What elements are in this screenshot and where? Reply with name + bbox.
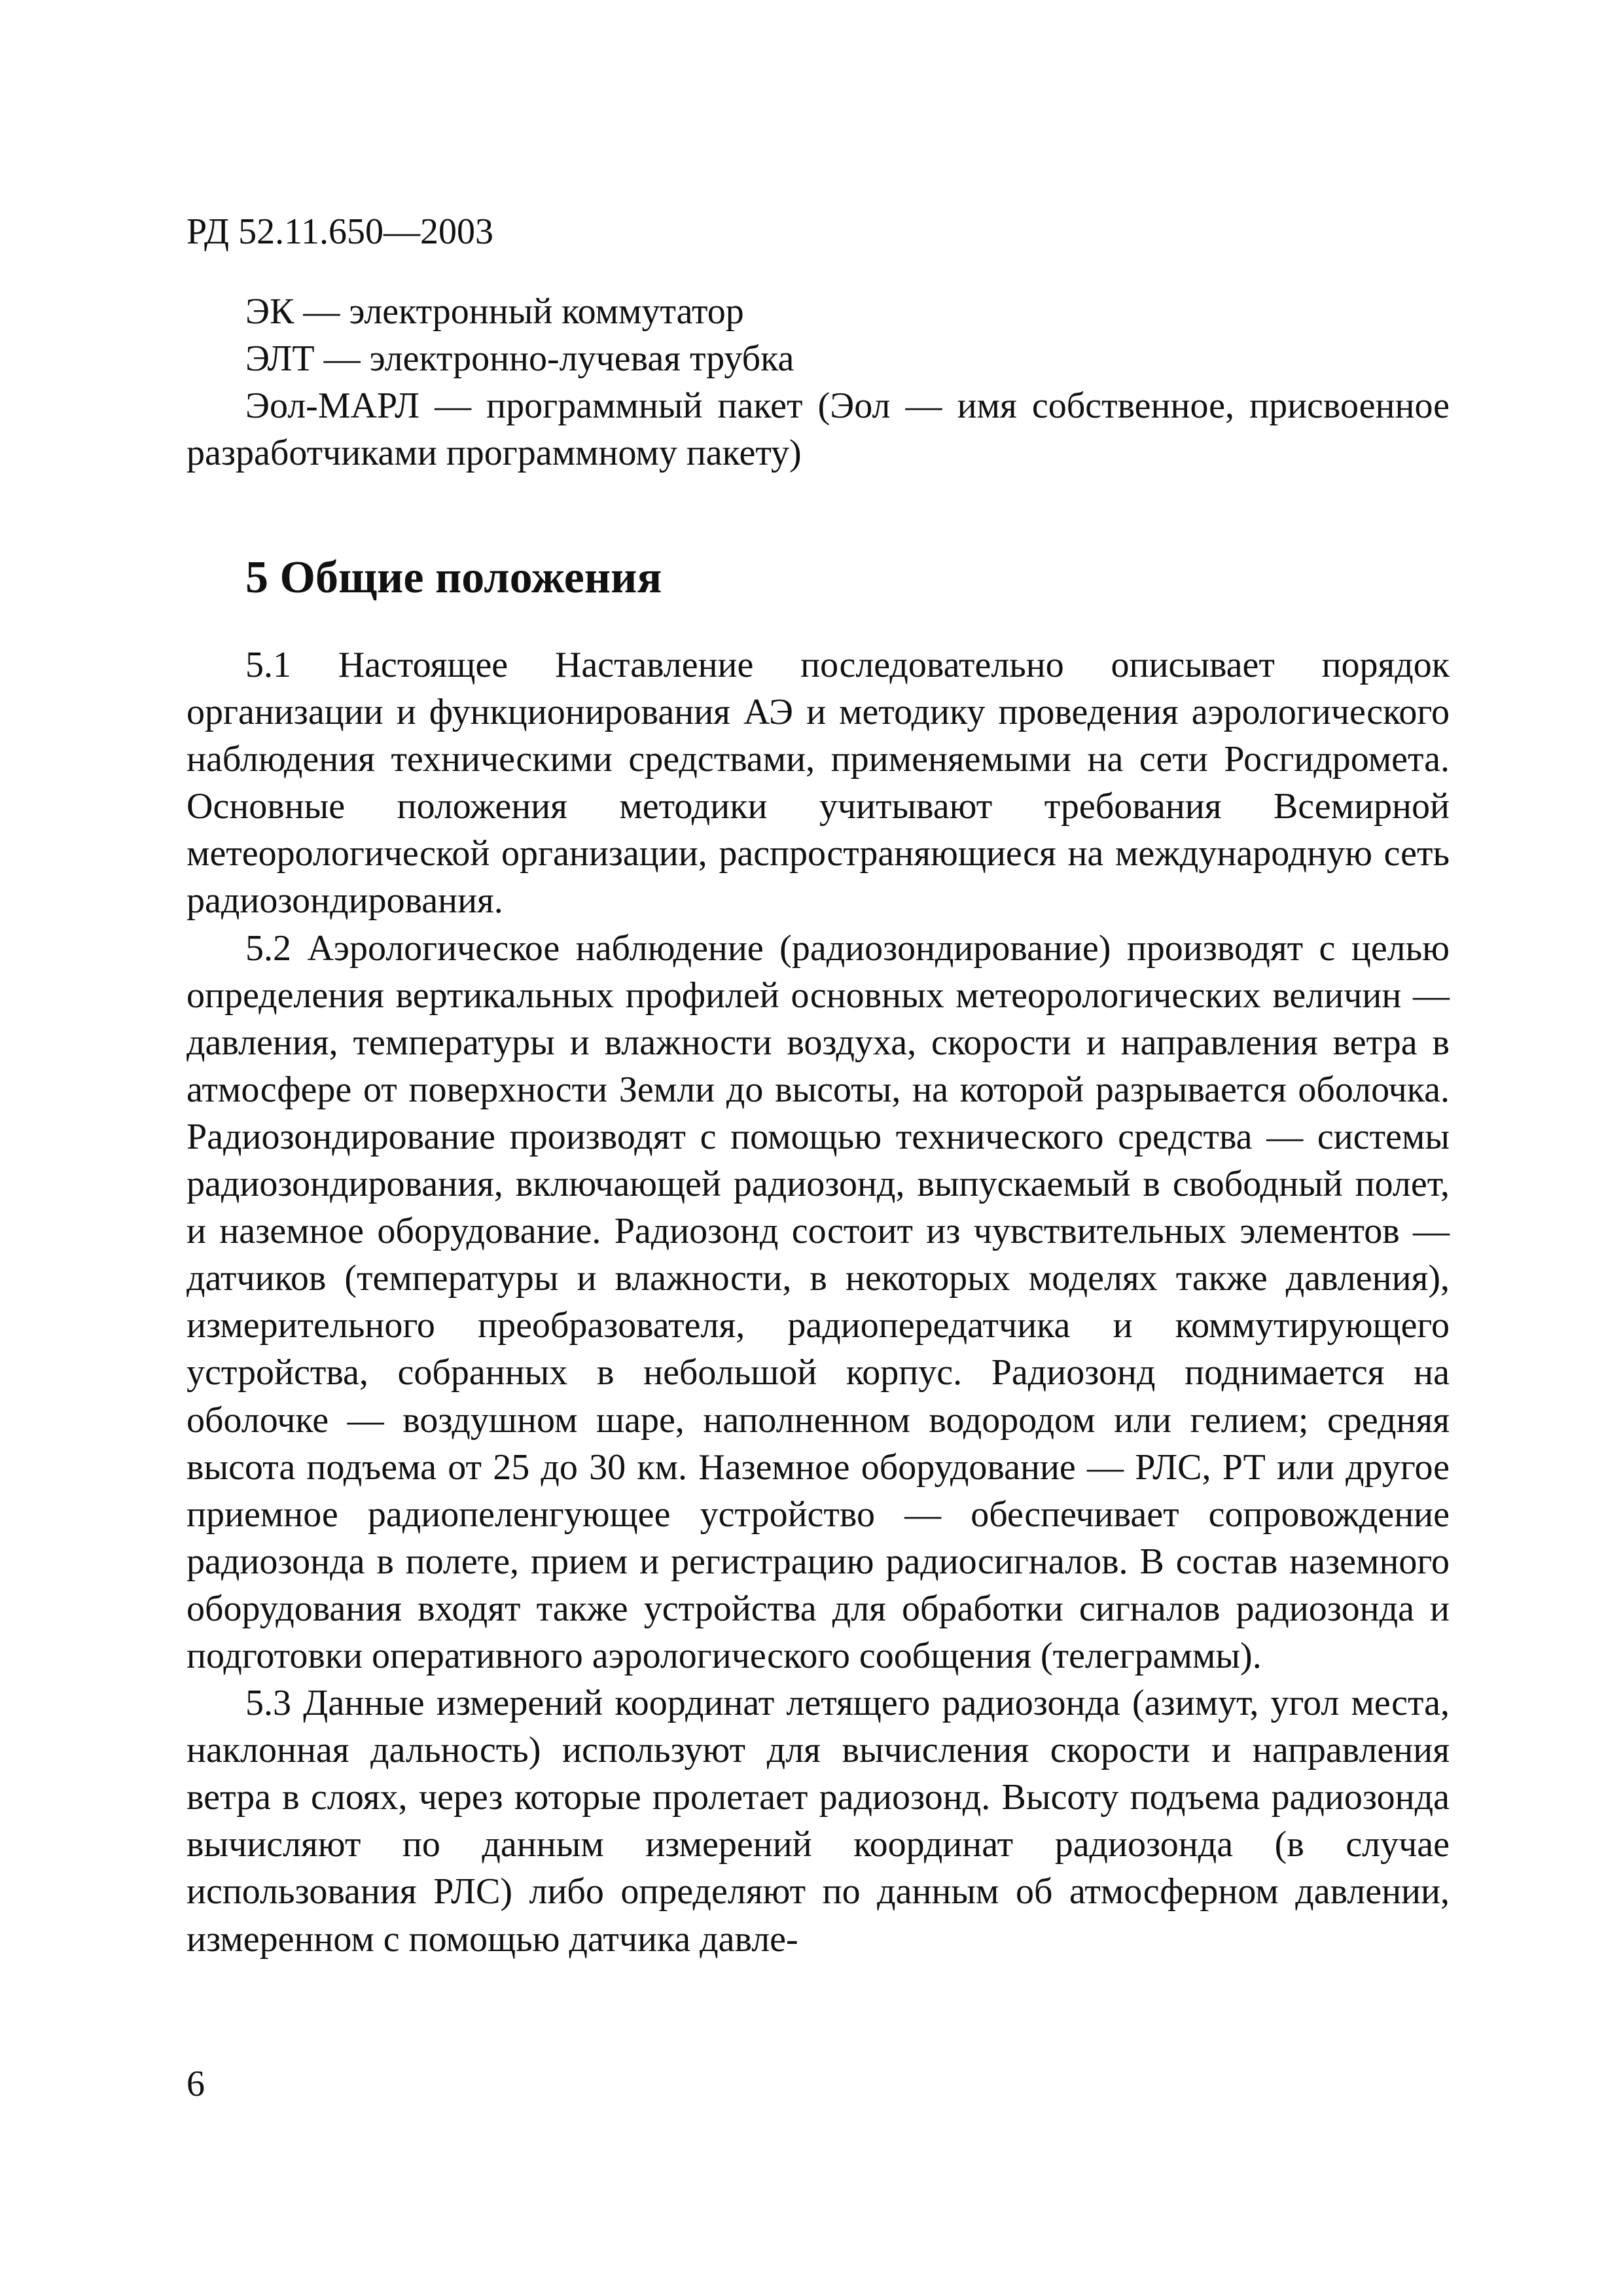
abbreviation-list [187,288,1450,476]
page-number: 6 [187,2064,205,2104]
paragraph-5-3: 5.3 Данные измерений координат летящего радиозонда (азимут, угол места, наклонная дальность) используют для вычисления скорости и направления ветра в слоях, через которые пролетает радиозонд. Высоту подъема радиозонда вычисляют по данным измерений координат радиозонда (в случае использования РЛС) либо определяют по данным об атмосферном давлении, измеренном с помощью датчика давле- [187,1683,1450,1960]
abbreviation-eol-marl: Эол-МАРЛ — программный пакет (Эол — имя собственное, присвоенное разработчиками программному пакету) [187,386,1450,473]
abbreviation-ek: ЭК — электронный коммутатор [245,291,744,332]
section-title: 5 Общие положения [245,552,662,603]
document-id: РД 52.11.650—2003 [187,211,494,252]
paragraph-5-1: 5.1 Настоящее Наставление последовательно описывает порядок организации и функционирования АЭ и методику проведения аэрологического наблюдения техническими средствами, применяемыми на сети Росгидромета. Основные положения методики учитывают требования Всемирной метеорологической организации, распространяющиеся на международную сеть радиозондирования. [187,645,1450,922]
paragraph-5-2: 5.2 Аэрологическое наблюдение (радиозондирование) производят с целью определения вертикальных профилей основных метеорологических величин — давления, температуры и влажности воздуха, скорости и направления ветра в атмосфере от поверхности Земли до высоты, на которой разрывается оболочка. Радиозондирование производят с помощью технического средства — системы радиозондирования, включающей радиозонд, выпускаемый в свободный полет, и наземное оборудование. Радиозонд состоит из чувствительных элементов — датчиков (температуры и влажности, в некоторых моделях также давления), измерительного преобразователя, радиопередатчика и коммутирующего устройства, собранных в небольшой корпус. Радиозонд поднимается на оболочке — воздушном шаре, наполненном водородом или гелием; средняя высота подъема от 25 до 30 км. Наземное оборудование — РЛС, РТ или другое приемное радиопеленгующее устройство — обеспечивает сопровождение радиозонда в полете, прием и регистрацию радиосигналов. В состав наземного оборудования входят также устройства для обработки сигналов радиозонда и подготовки оперативного аэрологического сообщения (телеграммы). [187,927,1450,1676]
section-body [187,641,1450,1963]
abbreviation-elt: ЭЛТ — электронно-лучевая трубка [245,338,794,379]
